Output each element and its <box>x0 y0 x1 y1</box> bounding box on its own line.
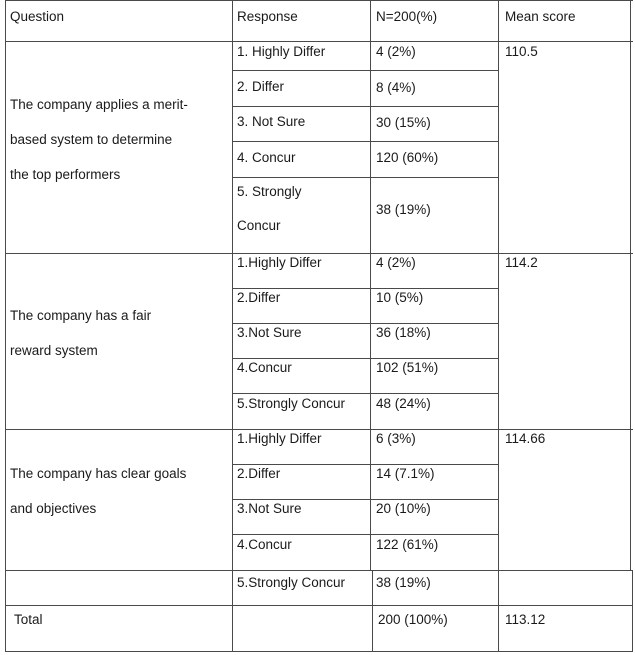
n-cell: 102 (51%) <box>376 360 439 375</box>
response-cell: 4.Concur <box>237 360 292 375</box>
response-cell: 1.Highly Differ <box>237 431 322 446</box>
n-cell: 38 (19%) <box>376 202 431 217</box>
rule <box>5 41 633 42</box>
rule <box>630 0 631 570</box>
question-line: The company has a fair <box>10 308 152 323</box>
response-cell: 5.Strongly Concur <box>237 575 346 590</box>
response-line: 5. Strongly <box>237 184 302 199</box>
rule <box>232 0 233 652</box>
rule <box>232 106 498 107</box>
question-cell <box>10 298 151 368</box>
header-mean-score: Mean score <box>505 9 576 24</box>
n-cell: 36 (18%) <box>376 325 431 340</box>
header-response: Response <box>237 9 298 24</box>
total-label: Total <box>14 612 43 627</box>
n-cell: 122 (61%) <box>376 537 439 552</box>
response-cell: 5.Strongly Concur <box>237 396 346 411</box>
n-cell: 4 (2%) <box>376 44 416 59</box>
header-question: Question <box>10 9 65 24</box>
n-cell: 30 (15%) <box>376 115 431 130</box>
response-cell: 2.Differ <box>237 290 281 305</box>
n-cell: 14 (7.1%) <box>376 466 435 481</box>
n-cell: 10 (5%) <box>376 290 424 305</box>
question-line: based system to determine <box>10 132 173 147</box>
rule <box>232 141 498 142</box>
rule <box>372 570 373 652</box>
rule <box>5 0 633 1</box>
response-cell: 2. Differ <box>237 79 285 94</box>
n-cell: 20 (10%) <box>376 501 431 516</box>
n-cell: 38 (19%) <box>376 575 431 590</box>
question-line: The company applies a merit- <box>10 97 188 112</box>
mean-score: 114.2 <box>505 255 538 270</box>
rule <box>370 0 371 570</box>
question-line: the top performers <box>10 167 121 182</box>
response-cell: 3.Not Sure <box>237 501 302 516</box>
rule <box>498 0 499 652</box>
question-line: and objectives <box>10 501 97 516</box>
rule <box>232 70 498 71</box>
response-line: Concur <box>237 218 281 233</box>
rule <box>5 651 633 652</box>
survey-results-table <box>5 0 633 652</box>
rule <box>232 393 498 394</box>
mean-score: 114.66 <box>505 431 546 446</box>
total-mean-score: 113.12 <box>505 612 546 627</box>
n-cell: 48 (24%) <box>376 396 431 411</box>
rule <box>632 570 633 652</box>
header-n: N=200(%) <box>376 9 438 24</box>
n-cell: 4 (2%) <box>376 255 416 270</box>
question-line: reward system <box>10 343 98 358</box>
response-cell <box>237 175 302 243</box>
question-line: The company has clear goals <box>10 466 187 481</box>
total-n: 200 (100%) <box>378 612 448 627</box>
response-cell: 3.Not Sure <box>237 325 302 340</box>
mean-score: 110.5 <box>505 44 538 59</box>
response-cell: 4.Concur <box>237 537 292 552</box>
n-cell: 120 (60%) <box>376 150 439 165</box>
question-cell <box>10 87 188 192</box>
n-cell: 6 (3%) <box>376 431 416 446</box>
response-cell: 4. Concur <box>237 150 296 165</box>
n-cell: 8 (4%) <box>376 80 416 95</box>
response-cell: 1.Highly Differ <box>237 255 322 270</box>
rule <box>5 570 633 571</box>
rule <box>5 605 633 606</box>
response-cell: 3. Not Sure <box>237 114 306 129</box>
question-cell <box>10 456 186 526</box>
rule <box>5 0 6 652</box>
rule <box>232 534 498 535</box>
response-cell: 1. Highly Differ <box>237 44 326 59</box>
response-cell: 2.Differ <box>237 466 281 481</box>
